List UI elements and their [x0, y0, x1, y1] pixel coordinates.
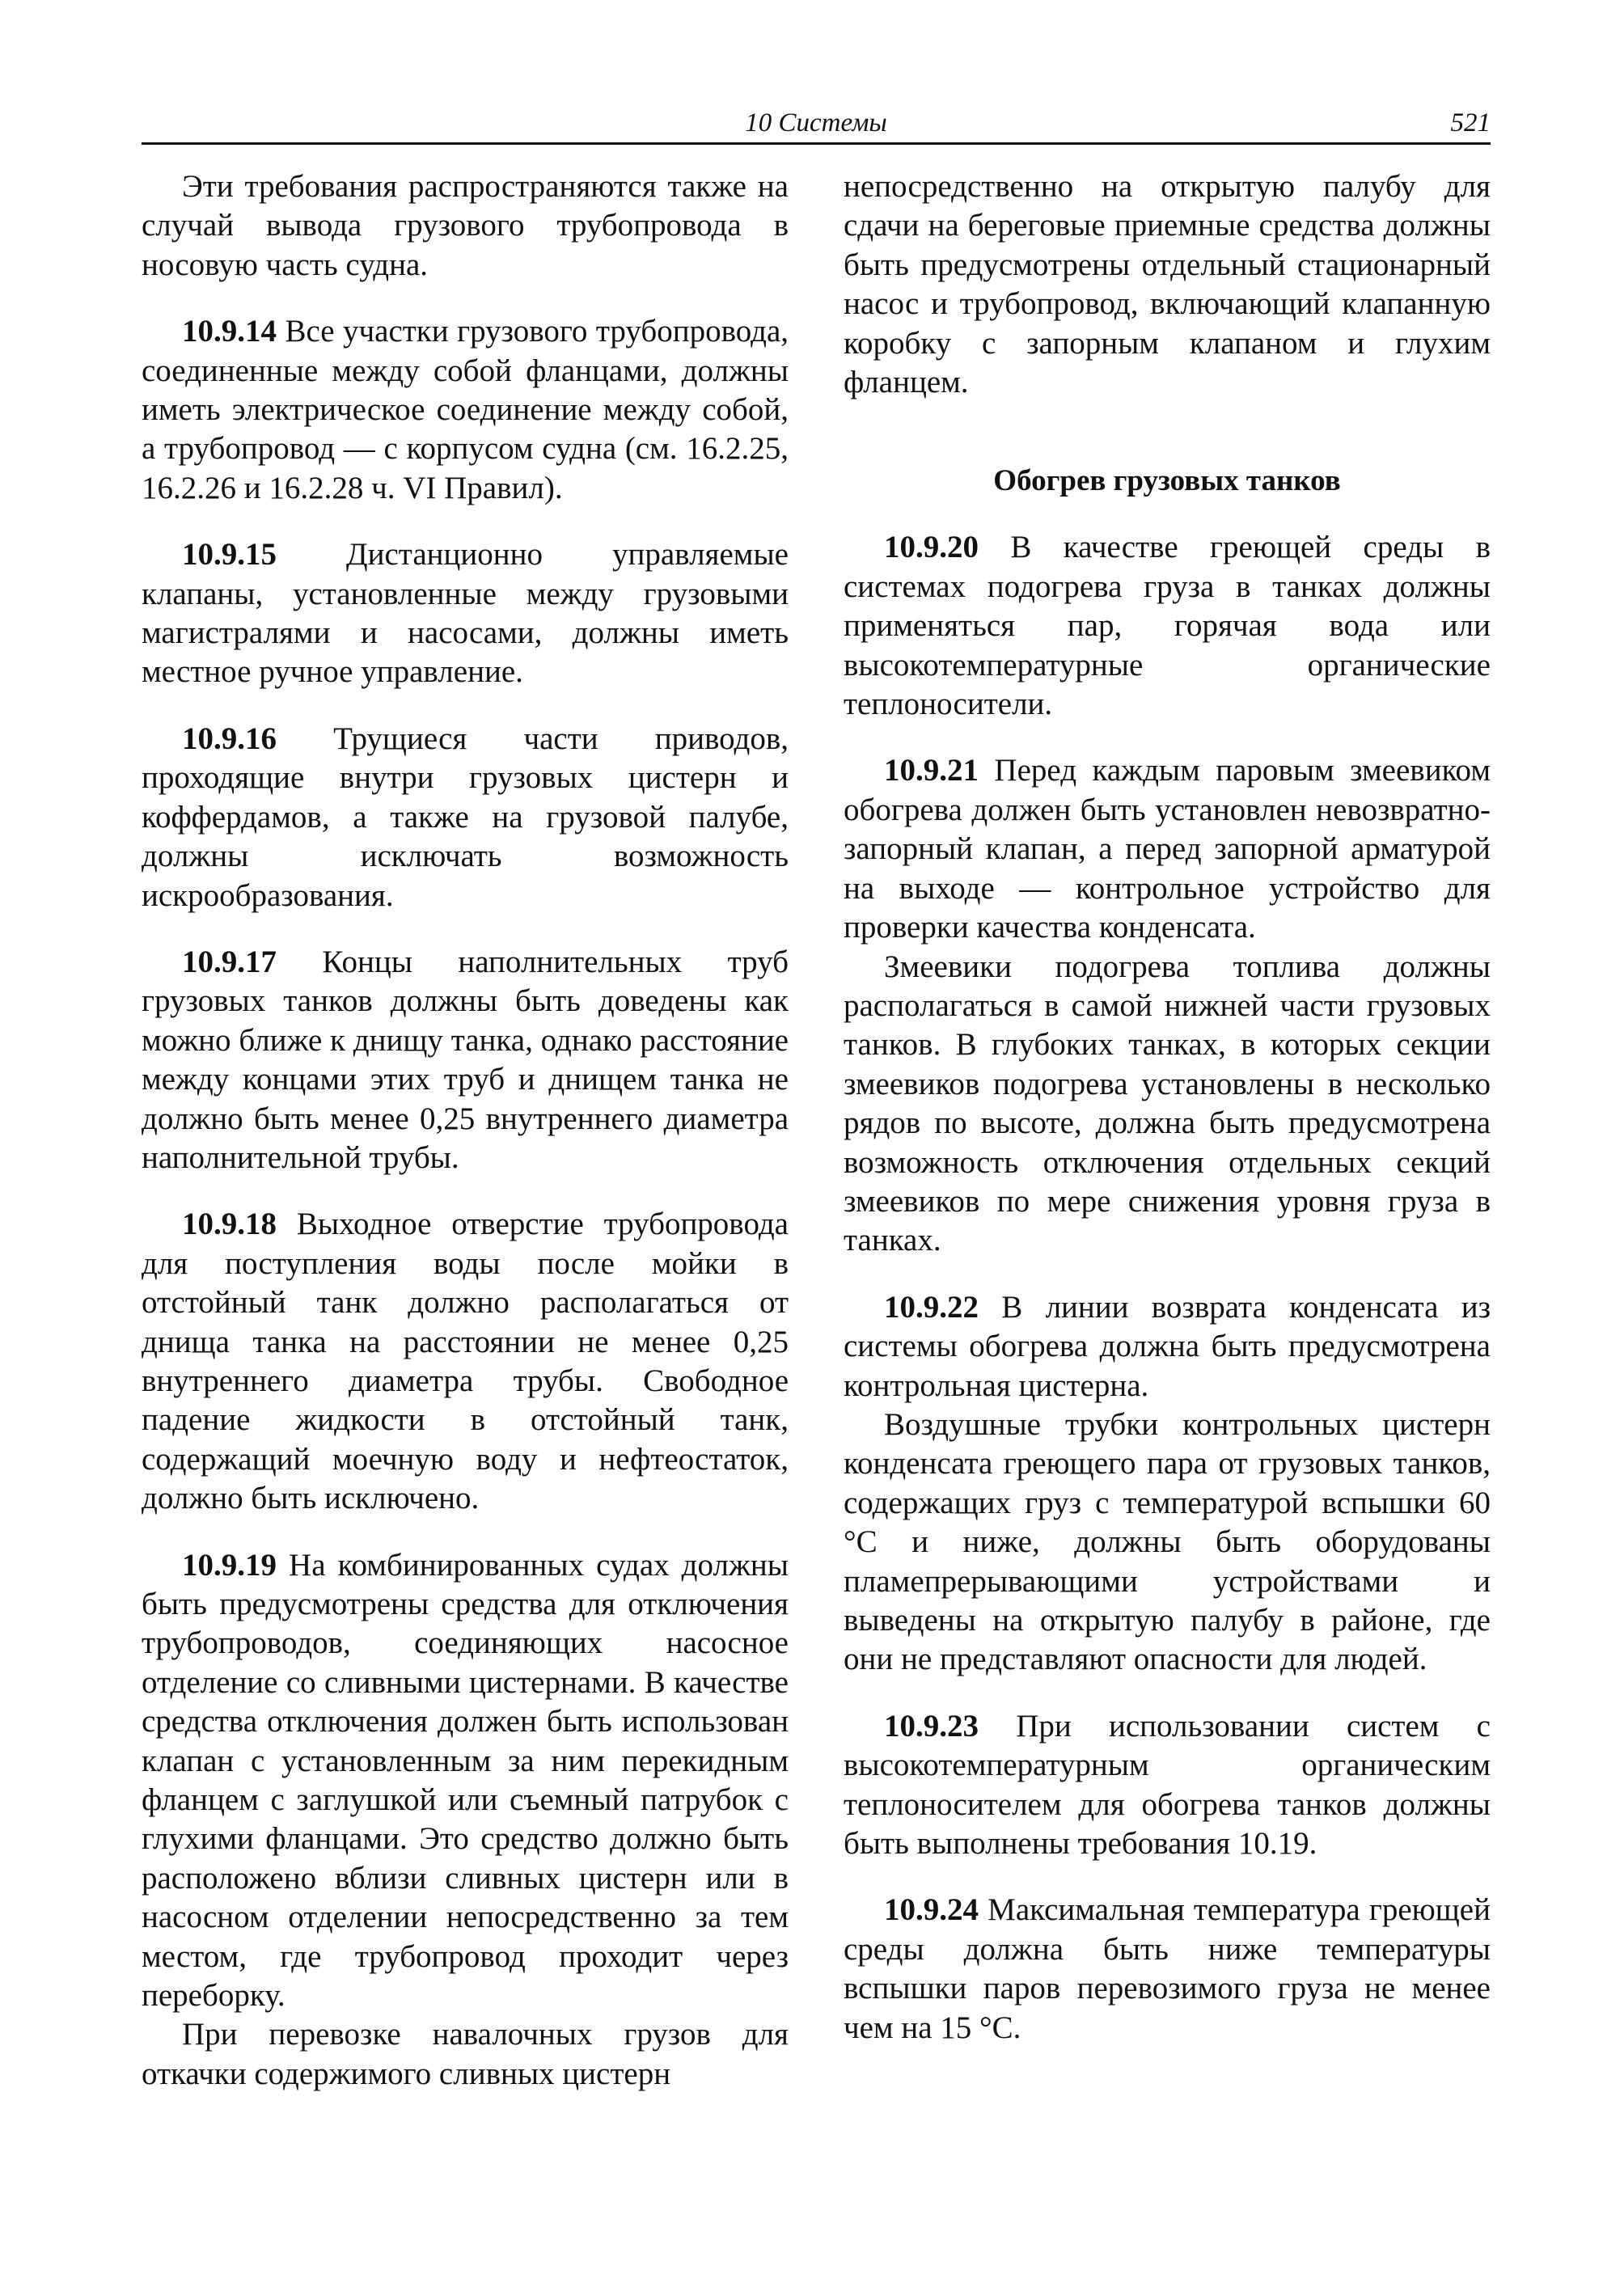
- paragraph: Воздушные трубки контрольных цистерн конденсата греющего пара от грузовых танков, содержащих груз с температурой вспышки 60 °С и ниже, должны быть оборудованы пламепрерывающими устройствами и выведены на открытую палубу в районе, где они не представляют опасности для людей.: [844, 1406, 1491, 1677]
- paragraph: [142, 1546, 789, 2016]
- paragraph-text: Все участки грузового трубопровода, соединенные между собой фланцами, должны иметь электрическое соединение между собой, а трубопровод — с корпусом судна (см. 16.2.25, 16.2.26 и 16.2.28 ч. VI Правил).: [142, 314, 789, 505]
- paragraph: Змеевики подогрева топлива должны располагаться в самой нижней части грузовых танков. В глубоких танках, в которых секции змеевиков подогрева установлены в несколько рядов по высоте, должна быть предусмотрена возможность отключения отдельных секций змеевиков по мере снижения уровня груза в танках.: [844, 949, 1491, 1258]
- section-number: 10.9.17: [182, 944, 277, 979]
- left-column: [142, 167, 789, 2094]
- paragraph: [844, 1707, 1491, 1864]
- paragraph-text: Концы наполнительных труб грузовых танков должны быть доведены как можно ближе к днищу танка, однако расстояние между концами этих труб и днищем танка не должно быть менее 0,25 внутреннего диаметра наполнительной трубы.: [142, 944, 789, 1175]
- paragraph-text: Максимальная температура греющей среды должна быть ниже температуры вспышки паров перевозимого груза не менее чем на 15 °С.: [844, 1892, 1491, 2045]
- section-number: 10.9.16: [182, 721, 277, 756]
- paragraph-text: При использовании систем с высокотемпературным органическим теплоносителем для обогрева танков должны быть выполнены требования 10.19.: [844, 1708, 1491, 1862]
- section-heading: Обогрев грузовых танков: [993, 464, 1341, 498]
- page-number: 521: [1450, 108, 1491, 137]
- paragraph-text: Дистанционно управляемые клапаны, установленные между грузовыми магистралями и насосами, должны иметь местное ручное управление.: [142, 537, 789, 690]
- section-number: 10.9.14: [182, 314, 277, 349]
- paragraph: [844, 751, 1491, 947]
- paragraph: [844, 1288, 1491, 1405]
- paragraph-text: В линии возврата конденсата из системы обогрева должна быть предусмотрена контрольная цистерна.: [844, 1289, 1491, 1403]
- paragraph: При перевозке навалочных грузов для откачки содержимого сливных цистерн: [142, 2017, 789, 2091]
- paragraph: [844, 528, 1491, 724]
- paragraph: [142, 312, 789, 508]
- chapter-title: 10 Системы: [745, 108, 887, 137]
- section-number: 10.9.24: [884, 1892, 979, 1928]
- paragraph: [142, 720, 789, 915]
- paragraph-text: Перед каждым паровым змеевиком обогрева должен быть установлен невозвратно-запорный клапан, а перед запорной арматурой на выходе — контрольное устройство для проверки качества конденсата.: [844, 753, 1491, 945]
- paragraph: [844, 1891, 1491, 2048]
- section-number: 10.9.19: [182, 1547, 277, 1583]
- right-column: [844, 167, 1491, 2048]
- paragraph: [142, 1205, 789, 1518]
- section-number: 10.9.18: [182, 1207, 277, 1242]
- paragraph: [142, 535, 789, 692]
- paragraph-text: Трущиеся части приводов, проходящие внутри грузовых цистерн и коффердамов, а также на грузовой палубе, должны исключать возможность искрообразования.: [142, 721, 789, 913]
- paragraph-text: Выходное отверстие трубопровода для поступления воды после мойки в отстойный танк должно располагаться от днища танка на расстоянии не менее 0,25 внутреннего диаметра трубы. Свободное падение жидкости в отстойный танк, содержащий моечную воду и нефтеостаток, должно быть исключено.: [142, 1207, 789, 1516]
- paragraph-text: В качестве греющей среды в системах подогрева груза в танках должны применяться пар, горячая вода или высокотемпературные органические теплоносители.: [844, 530, 1491, 722]
- running-header: [142, 104, 1491, 145]
- section-number: 10.9.21: [884, 753, 979, 788]
- paragraph-continued: непосредственно на открытую палубу для сдачи на береговые приемные средства должны быть предусмотрены отдельный стационарный насос и трубопровод, включающий клапанную коробку с запорным клапаном и глухим фланцем.: [844, 169, 1491, 400]
- paragraph: [142, 943, 789, 1177]
- section-number: 10.9.22: [884, 1289, 979, 1325]
- paragraph: Эти требования распространяются также на случай вывода грузового трубопровода в носовую часть судна.: [142, 169, 789, 282]
- paragraph-text: На комбинированных судах должны быть предусмотрены средства для отключения трубопроводов, соединяющих насосное отделение со сливными цистернами. В качестве средства отключения должен быть использован клапан с установленным за ним перекидным фланцем с заглушкой или съемный патрубок с глухими фланцами. Это средство должно быть расположено вблизи сливных цистерн или в насосном отделении непосредственно за тем местом, где трубопровод проходит через переборку.: [142, 1547, 789, 2014]
- section-number: 10.9.15: [182, 537, 277, 573]
- section-number: 10.9.20: [884, 530, 979, 565]
- section-number: 10.9.23: [884, 1708, 979, 1744]
